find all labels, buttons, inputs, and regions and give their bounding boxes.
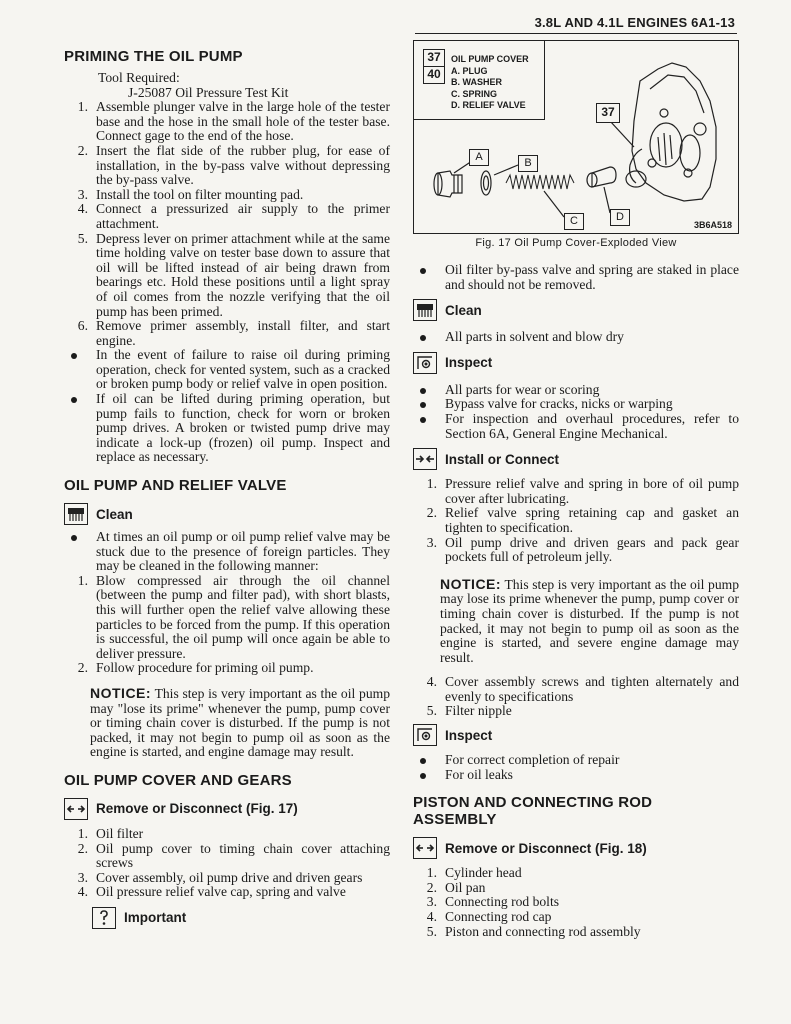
- install-arrows-icon: [413, 448, 437, 470]
- clean-subhead: [64, 502, 390, 526]
- remove-label: Remove or Disconnect (Fig. 18): [445, 840, 647, 856]
- inspect2-bullets: [413, 753, 739, 782]
- inspect-label: Inspect: [445, 355, 493, 371]
- list-item: 1. Pressure relief valve and spring in bore of oil pump cover after lubricating.: [426, 476, 739, 506]
- clean-brush-icon: [64, 503, 88, 525]
- remove-subhead: [64, 797, 390, 821]
- oil-pump-cover-drawing: [414, 41, 738, 233]
- remove-arrows-icon: [413, 837, 437, 859]
- callout-d: D: [610, 209, 630, 226]
- list-item: Oil filter by-pass valve and spring are staked in place and should not be removed.: [413, 263, 739, 292]
- remove-subhead-right: [413, 836, 739, 860]
- clean-brush-icon: [413, 299, 437, 321]
- piston-heading: PISTON AND CONNECTING ROD ASSEMBLY: [413, 794, 653, 829]
- install-steps: [413, 477, 739, 565]
- legend-box-37: 37: [423, 49, 445, 67]
- list-item: 4. Cover assembly screws and tighten alternately and evenly to specifications: [426, 674, 739, 704]
- list-item: At times an oil pump or oil pump relief valve may be stuck due to the presence of foreign particles. They may be cleaned in the following manner:: [64, 530, 390, 574]
- tool-name: J-25087 Oil Pressure Test Kit: [128, 84, 289, 100]
- list-item: 5. Depress lever on primer attachment while at the same time holding valve on tester base down to assure that oil will be lifted instead of air being drawn from bearings etc. Hold these positions until a light spray of oil comes from the nozzle verifying that the oil pump has been primed.: [77, 230, 390, 319]
- header-rule: [415, 33, 737, 34]
- callout-a: A: [469, 149, 489, 166]
- list-item: 4. Connecting rod cap: [426, 909, 552, 925]
- list-item: All parts in solvent and blow dry: [413, 330, 739, 345]
- right-column: [413, 40, 739, 939]
- important-label: Important: [124, 910, 187, 926]
- priming-heading: PRIMING THE OIL PUMP: [64, 48, 243, 65]
- clean-label: Clean: [445, 302, 482, 318]
- clean-bullets: [413, 330, 739, 345]
- important-subhead: [64, 906, 390, 930]
- list-item: 3. Install the tool on filter mounting pad.: [77, 186, 304, 202]
- list-item: 1. Blow compressed air through the oil channel (between the pump and filter pad), with short blasts, this will further open the relief valve allowing these particles to be forced from the pump. If this operation is successful, the oil pump will once again be able to deliver pressure.: [77, 572, 390, 661]
- list-item: 3. Cover assembly, oil pump drive and driven gears: [77, 869, 363, 885]
- inspect-eye-icon: [413, 352, 437, 374]
- relief-bullets: [64, 530, 390, 574]
- list-item: 2. Relief valve spring retaining cap and gasket an tighten to specification.: [426, 505, 739, 535]
- list-item: 2. Oil pump cover to timing chain cover attaching screws: [77, 840, 390, 871]
- list-item: 6. Remove primer assembly, install filter, and start engine.: [77, 318, 390, 348]
- remove-label: Remove or Disconnect (Fig. 17): [96, 801, 298, 817]
- list-item: For correct completion of repair: [413, 753, 739, 768]
- inspect-subhead: [413, 351, 739, 375]
- page-header: 3.8L AND 4.1L ENGINES 6A1-13: [534, 15, 735, 30]
- callout-37: 37: [596, 103, 620, 123]
- figure-17: [413, 40, 739, 234]
- figure-ref-code: 3B6A518: [693, 220, 732, 230]
- list-item: 3. Oil pump drive and driven gears and pack gear pockets full of petroleum jelly.: [426, 534, 739, 565]
- priming-steps: [64, 100, 390, 348]
- list-item: 5. Filter nipple: [426, 703, 512, 719]
- list-item: If oil can be lifted during priming operation, but pump fails to function, check for worn or broken pump drives. A broken or twisted pump drive may indicate a lock-up (frozen) oil pump. Inspect and replace as necessary.: [64, 392, 390, 465]
- inspect-eye-icon: [413, 724, 437, 746]
- list-item: 4. Connect a pressurized air supply to the primer attachment.: [77, 201, 390, 231]
- list-item: 3. Connecting rod bolts: [426, 894, 560, 910]
- tool-required-label: Tool Required:: [98, 70, 180, 85]
- relief-steps: [64, 574, 390, 676]
- inspect-bullets: [413, 383, 739, 441]
- install-steps-continued: [413, 675, 739, 719]
- list-item: 2. Oil pan: [426, 879, 486, 895]
- staked-bullet: [413, 263, 739, 292]
- list-item: 4. Oil pressure relief valve cap, spring and valve: [77, 884, 346, 900]
- list-item: For inspection and overhaul procedures, refer to Section 6A, General Engine Mechanical.: [413, 412, 739, 441]
- priming-bullets: [64, 348, 390, 465]
- list-item: 2. Insert the flat side of the rubber plug, for ease of installation, in the by-pass valve without depressing the by-pass valve.: [77, 142, 390, 188]
- cover-heading: OIL PUMP COVER AND GEARS: [64, 771, 292, 789]
- list-item: 1. Oil filter: [77, 825, 144, 841]
- remove-arrows-icon: [64, 798, 88, 820]
- list-item: All parts for wear or scoring: [413, 383, 739, 398]
- list-item: 1. Cylinder head: [426, 865, 522, 881]
- relief-notice: NOTICE: This step is very important as the oil pump may "lose its prime" whenever the pump, pump cover or timing chain cover is disturbed. If the pump is not packed, it may not begin to pump oil as soon as the engine is started, and engine damage may result.: [90, 684, 390, 760]
- list-item: 1. Assemble plunger valve in the large hole of the tester base and the hose in the small hole of the tester base. Connect gage to the end of the hose.: [77, 99, 390, 144]
- clean-label: Clean: [96, 506, 133, 522]
- figure-caption: Fig. 17 Oil Pump Cover-Exploded View: [475, 237, 677, 249]
- left-column: [64, 48, 390, 930]
- list-item: Bypass valve for cracks, nicks or warping: [413, 397, 739, 412]
- callout-b: B: [518, 155, 538, 172]
- piston-steps: [413, 866, 739, 939]
- cover-steps: [64, 827, 390, 900]
- legend-box-40: 40: [423, 66, 445, 84]
- inspect-subhead-2: [413, 723, 739, 747]
- clean-subhead-right: [413, 298, 739, 322]
- list-item: 5. Piston and connecting rod assembly: [426, 923, 641, 939]
- list-item: In the event of failure to raise oil during priming operation, check for vented system, such as a cracked or broken pump body or relief valve in open position.: [64, 348, 390, 392]
- list-item: 2. Follow procedure for priming oil pump.: [77, 660, 314, 676]
- important-icon: [92, 907, 116, 929]
- callout-c: C: [564, 213, 584, 230]
- install-subhead: [413, 447, 739, 471]
- inspect-label: Inspect: [445, 727, 493, 743]
- legend-lines: OIL PUMP COVER A. PLUG B. WASHER C. SPRING D. RELIEF VALVE: [451, 54, 529, 110]
- install-label: Install or Connect: [445, 451, 560, 467]
- list-item: For oil leaks: [413, 768, 739, 783]
- install-notice: NOTICE: This step is very important as the oil pump may lose its prime whenever the pump, pump cover or timing chain cover is disturbed. If the pump is not packed, it may not begin to pump oil as soon as the engine is started, and severe engine damage may result.: [440, 575, 739, 665]
- relief-heading: OIL PUMP AND RELIEF VALVE: [64, 477, 287, 495]
